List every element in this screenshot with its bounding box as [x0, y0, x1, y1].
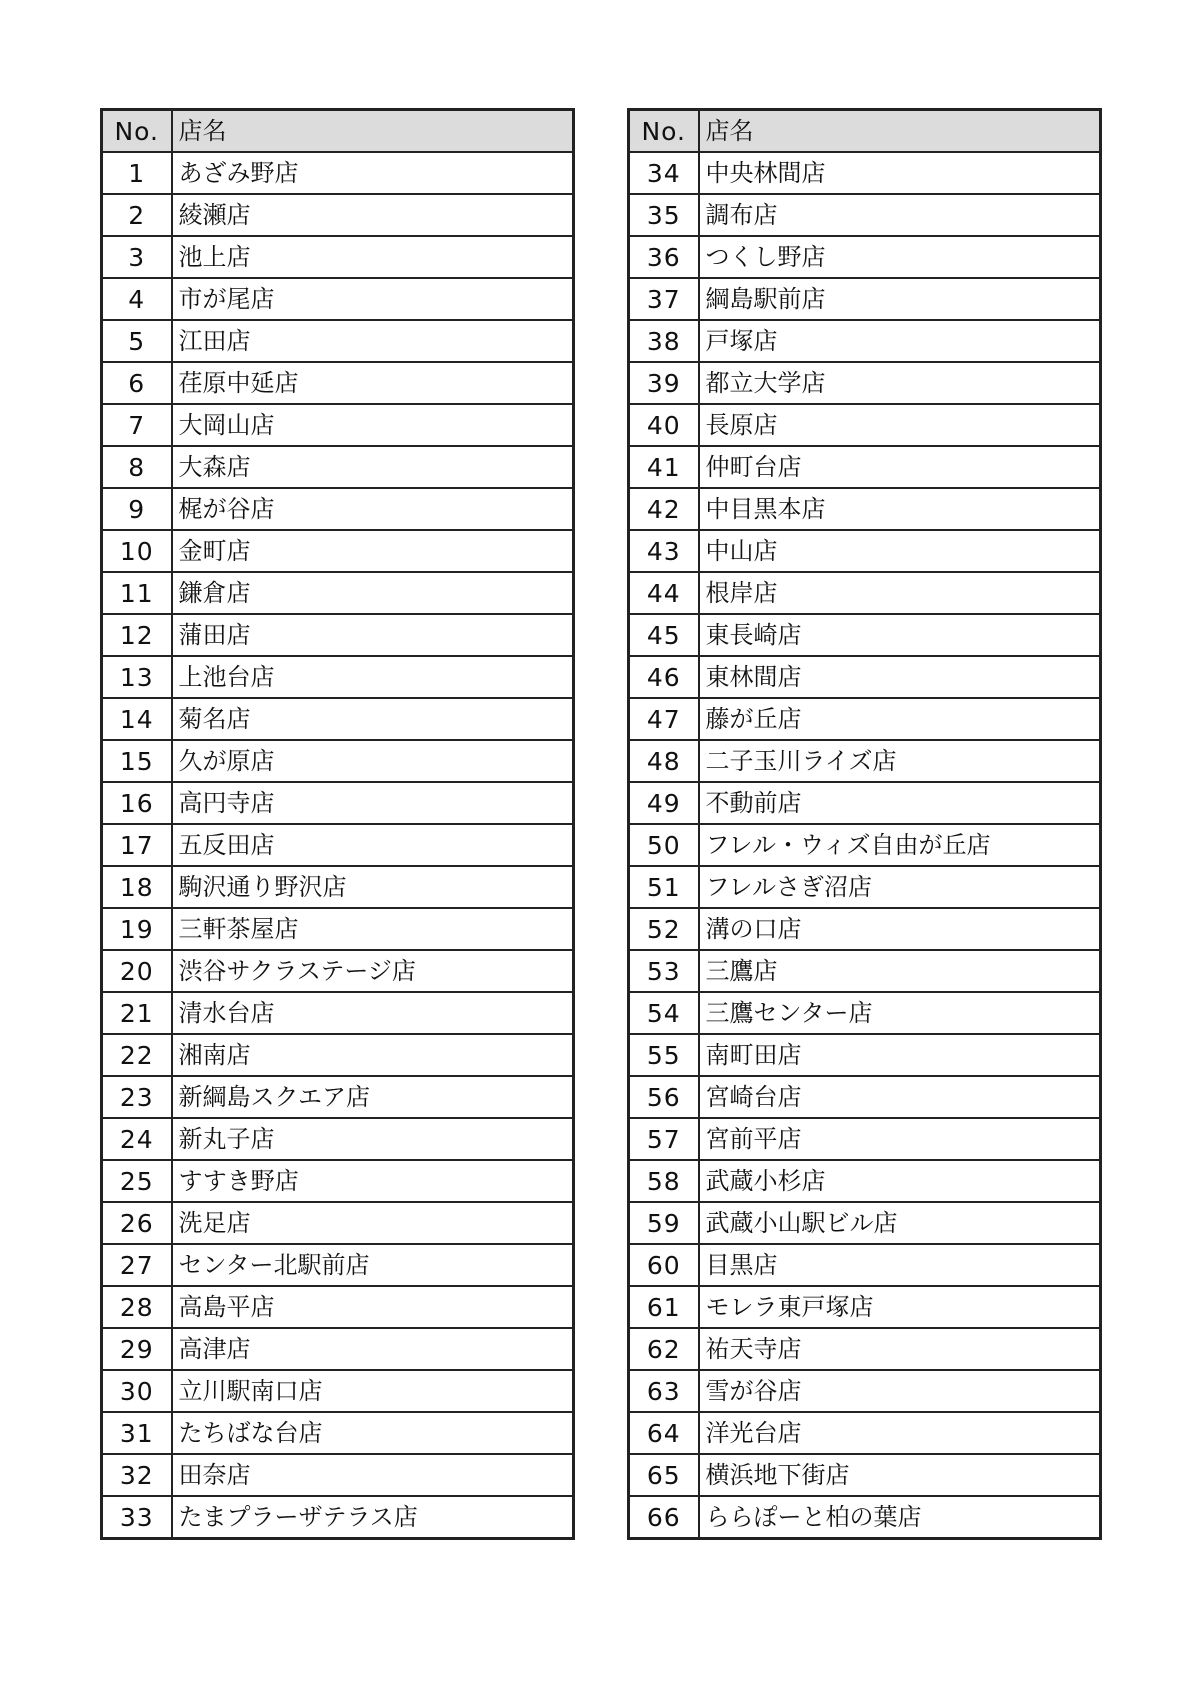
table-row	[102, 1202, 574, 1244]
store-number: 13	[102, 656, 172, 698]
table-row	[629, 362, 1101, 404]
store-number: 6	[102, 362, 172, 404]
store-number: 12	[102, 614, 172, 656]
header-store-name: 店名	[699, 110, 1101, 153]
store-name: 溝の口店	[699, 908, 1101, 950]
table-row	[102, 320, 574, 362]
store-name: 武蔵小杉店	[699, 1160, 1101, 1202]
store-name: 五反田店	[172, 824, 574, 866]
store-number: 21	[102, 992, 172, 1034]
store-name: 中目黒本店	[699, 488, 1101, 530]
table-row	[102, 614, 574, 656]
table-row	[629, 488, 1101, 530]
store-number: 28	[102, 1286, 172, 1328]
store-name: 綱島駅前店	[699, 278, 1101, 320]
table-header-row	[102, 110, 574, 153]
table-row	[629, 1328, 1101, 1370]
table-row	[629, 614, 1101, 656]
table-row	[629, 404, 1101, 446]
table-row	[102, 1412, 574, 1454]
store-number: 57	[629, 1118, 699, 1160]
store-number: 56	[629, 1076, 699, 1118]
table-row	[629, 1454, 1101, 1496]
table-row	[102, 362, 574, 404]
store-name: 立川駅南口店	[172, 1370, 574, 1412]
store-number: 16	[102, 782, 172, 824]
table-row	[102, 740, 574, 782]
table-row	[102, 1034, 574, 1076]
table-row	[629, 1118, 1101, 1160]
table-row	[629, 698, 1101, 740]
table-row	[629, 1412, 1101, 1454]
store-name: 三軒茶屋店	[172, 908, 574, 950]
table-row	[629, 446, 1101, 488]
table-row	[629, 1370, 1101, 1412]
table-header-row	[629, 110, 1101, 153]
table-row	[102, 656, 574, 698]
store-name: 長原店	[699, 404, 1101, 446]
store-name: 高円寺店	[172, 782, 574, 824]
table-row	[629, 572, 1101, 614]
table-row	[629, 656, 1101, 698]
table-row	[629, 824, 1101, 866]
store-name: ららぽーと柏の葉店	[699, 1496, 1101, 1539]
table-row	[629, 1244, 1101, 1286]
store-number: 7	[102, 404, 172, 446]
store-number: 44	[629, 572, 699, 614]
table-row	[102, 1076, 574, 1118]
table-row	[629, 740, 1101, 782]
store-number: 32	[102, 1454, 172, 1496]
store-number: 31	[102, 1412, 172, 1454]
table-row	[102, 572, 574, 614]
store-number: 39	[629, 362, 699, 404]
store-name: 駒沢通り野沢店	[172, 866, 574, 908]
table-row	[629, 866, 1101, 908]
table-row	[102, 1454, 574, 1496]
store-name: 渋谷サクラステージ店	[172, 950, 574, 992]
store-number: 48	[629, 740, 699, 782]
store-name: 荏原中延店	[172, 362, 574, 404]
store-rows-right	[629, 152, 1101, 1539]
store-name: 目黒店	[699, 1244, 1101, 1286]
store-name: 仲町台店	[699, 446, 1101, 488]
store-number: 65	[629, 1454, 699, 1496]
store-name: 根岸店	[699, 572, 1101, 614]
table-row	[629, 320, 1101, 362]
store-number: 11	[102, 572, 172, 614]
store-number: 33	[102, 1496, 172, 1539]
store-number: 46	[629, 656, 699, 698]
store-name: 新綱島スクエア店	[172, 1076, 574, 1118]
store-name: フレル・ウィズ自由が丘店	[699, 824, 1101, 866]
table-row	[102, 908, 574, 950]
store-name: 三鷹センター店	[699, 992, 1101, 1034]
store-number: 23	[102, 1076, 172, 1118]
store-number: 20	[102, 950, 172, 992]
table-row	[629, 278, 1101, 320]
store-number: 55	[629, 1034, 699, 1076]
table-row	[102, 1370, 574, 1412]
store-number: 53	[629, 950, 699, 992]
table-row	[629, 236, 1101, 278]
table-row	[629, 1160, 1101, 1202]
store-name: 二子玉川ライズ店	[699, 740, 1101, 782]
table-row	[102, 236, 574, 278]
store-name: 都立大学店	[699, 362, 1101, 404]
store-number: 40	[629, 404, 699, 446]
store-name: 市が尾店	[172, 278, 574, 320]
table-row	[629, 194, 1101, 236]
store-number: 61	[629, 1286, 699, 1328]
store-name: 武蔵小山駅ビル店	[699, 1202, 1101, 1244]
store-number: 4	[102, 278, 172, 320]
store-name: 中山店	[699, 530, 1101, 572]
store-name: 池上店	[172, 236, 574, 278]
store-name: 三鷹店	[699, 950, 1101, 992]
store-name: 梶が谷店	[172, 488, 574, 530]
store-name: 中央林間店	[699, 152, 1101, 194]
table-row	[629, 1286, 1101, 1328]
header-store-name: 店名	[172, 110, 574, 153]
header-no: No.	[629, 110, 699, 153]
store-number: 19	[102, 908, 172, 950]
table-row	[102, 194, 574, 236]
store-number: 43	[629, 530, 699, 572]
table-row	[102, 1496, 574, 1539]
store-name: 祐天寺店	[699, 1328, 1101, 1370]
store-name: 南町田店	[699, 1034, 1101, 1076]
table-row	[102, 1160, 574, 1202]
store-name: 雪が谷店	[699, 1370, 1101, 1412]
store-name: 上池台店	[172, 656, 574, 698]
table-row	[102, 866, 574, 908]
store-name: 大岡山店	[172, 404, 574, 446]
store-table-right	[627, 108, 1102, 1540]
table-row	[102, 950, 574, 992]
store-number: 14	[102, 698, 172, 740]
table-row	[629, 992, 1101, 1034]
store-name: 東林間店	[699, 656, 1101, 698]
store-number: 29	[102, 1328, 172, 1370]
store-name: 不動前店	[699, 782, 1101, 824]
store-number: 52	[629, 908, 699, 950]
store-name: あざみ野店	[172, 152, 574, 194]
store-name: フレルさぎ沼店	[699, 866, 1101, 908]
store-number: 41	[629, 446, 699, 488]
store-number: 37	[629, 278, 699, 320]
store-number: 5	[102, 320, 172, 362]
store-name: 久が原店	[172, 740, 574, 782]
store-name: 金町店	[172, 530, 574, 572]
store-name: 宮前平店	[699, 1118, 1101, 1160]
store-number: 24	[102, 1118, 172, 1160]
store-number: 63	[629, 1370, 699, 1412]
store-number: 34	[629, 152, 699, 194]
store-number: 60	[629, 1244, 699, 1286]
store-name: センター北駅前店	[172, 1244, 574, 1286]
store-name: 洋光台店	[699, 1412, 1101, 1454]
table-row	[629, 1034, 1101, 1076]
store-name: たまプラーザテラス店	[172, 1496, 574, 1539]
store-name: たちばな台店	[172, 1412, 574, 1454]
store-number: 59	[629, 1202, 699, 1244]
store-number: 45	[629, 614, 699, 656]
store-name: 宮崎台店	[699, 1076, 1101, 1118]
store-name: 高島平店	[172, 1286, 574, 1328]
table-row	[102, 824, 574, 866]
store-number: 35	[629, 194, 699, 236]
store-number: 3	[102, 236, 172, 278]
store-number: 26	[102, 1202, 172, 1244]
store-number: 2	[102, 194, 172, 236]
header-no: No.	[102, 110, 172, 153]
table-row	[102, 1286, 574, 1328]
table-row	[102, 1118, 574, 1160]
store-number: 54	[629, 992, 699, 1034]
store-rows-left	[102, 152, 574, 1539]
store-name: 藤が丘店	[699, 698, 1101, 740]
table-row	[629, 950, 1101, 992]
store-name: 新丸子店	[172, 1118, 574, 1160]
store-name: 綾瀬店	[172, 194, 574, 236]
store-number: 47	[629, 698, 699, 740]
store-number: 1	[102, 152, 172, 194]
store-number: 66	[629, 1496, 699, 1539]
store-name: 戸塚店	[699, 320, 1101, 362]
store-name: 菊名店	[172, 698, 574, 740]
table-row	[102, 1244, 574, 1286]
store-name: 調布店	[699, 194, 1101, 236]
store-number: 38	[629, 320, 699, 362]
store-table-left	[100, 108, 575, 1540]
store-number: 58	[629, 1160, 699, 1202]
table-row	[102, 1328, 574, 1370]
store-name: 田奈店	[172, 1454, 574, 1496]
store-number: 64	[629, 1412, 699, 1454]
table-row	[629, 908, 1101, 950]
store-name: 湘南店	[172, 1034, 574, 1076]
store-number: 17	[102, 824, 172, 866]
table-row	[102, 992, 574, 1034]
store-number: 51	[629, 866, 699, 908]
store-number: 8	[102, 446, 172, 488]
store-number: 30	[102, 1370, 172, 1412]
table-row	[102, 404, 574, 446]
table-row	[629, 530, 1101, 572]
table-row	[102, 782, 574, 824]
table-row	[629, 782, 1101, 824]
store-number: 10	[102, 530, 172, 572]
store-number: 18	[102, 866, 172, 908]
table-row	[102, 278, 574, 320]
table-row	[629, 1076, 1101, 1118]
table-row	[102, 446, 574, 488]
store-number: 42	[629, 488, 699, 530]
store-name: 江田店	[172, 320, 574, 362]
store-name: 鎌倉店	[172, 572, 574, 614]
store-name: 蒲田店	[172, 614, 574, 656]
store-number: 36	[629, 236, 699, 278]
store-number: 9	[102, 488, 172, 530]
table-row	[102, 698, 574, 740]
table-row	[629, 152, 1101, 194]
store-name: モレラ東戸塚店	[699, 1286, 1101, 1328]
store-number: 22	[102, 1034, 172, 1076]
store-number: 27	[102, 1244, 172, 1286]
table-row	[102, 488, 574, 530]
store-number: 62	[629, 1328, 699, 1370]
table-row	[629, 1202, 1101, 1244]
store-name: 清水台店	[172, 992, 574, 1034]
store-number: 15	[102, 740, 172, 782]
store-name: 高津店	[172, 1328, 574, 1370]
store-name: すすき野店	[172, 1160, 574, 1202]
store-name: つくし野店	[699, 236, 1101, 278]
store-name: 大森店	[172, 446, 574, 488]
store-number: 49	[629, 782, 699, 824]
table-row	[629, 1496, 1101, 1539]
store-name: 横浜地下街店	[699, 1454, 1101, 1496]
store-number: 25	[102, 1160, 172, 1202]
table-row	[102, 530, 574, 572]
table-row	[102, 152, 574, 194]
store-name: 東長崎店	[699, 614, 1101, 656]
store-name: 洗足店	[172, 1202, 574, 1244]
store-number: 50	[629, 824, 699, 866]
